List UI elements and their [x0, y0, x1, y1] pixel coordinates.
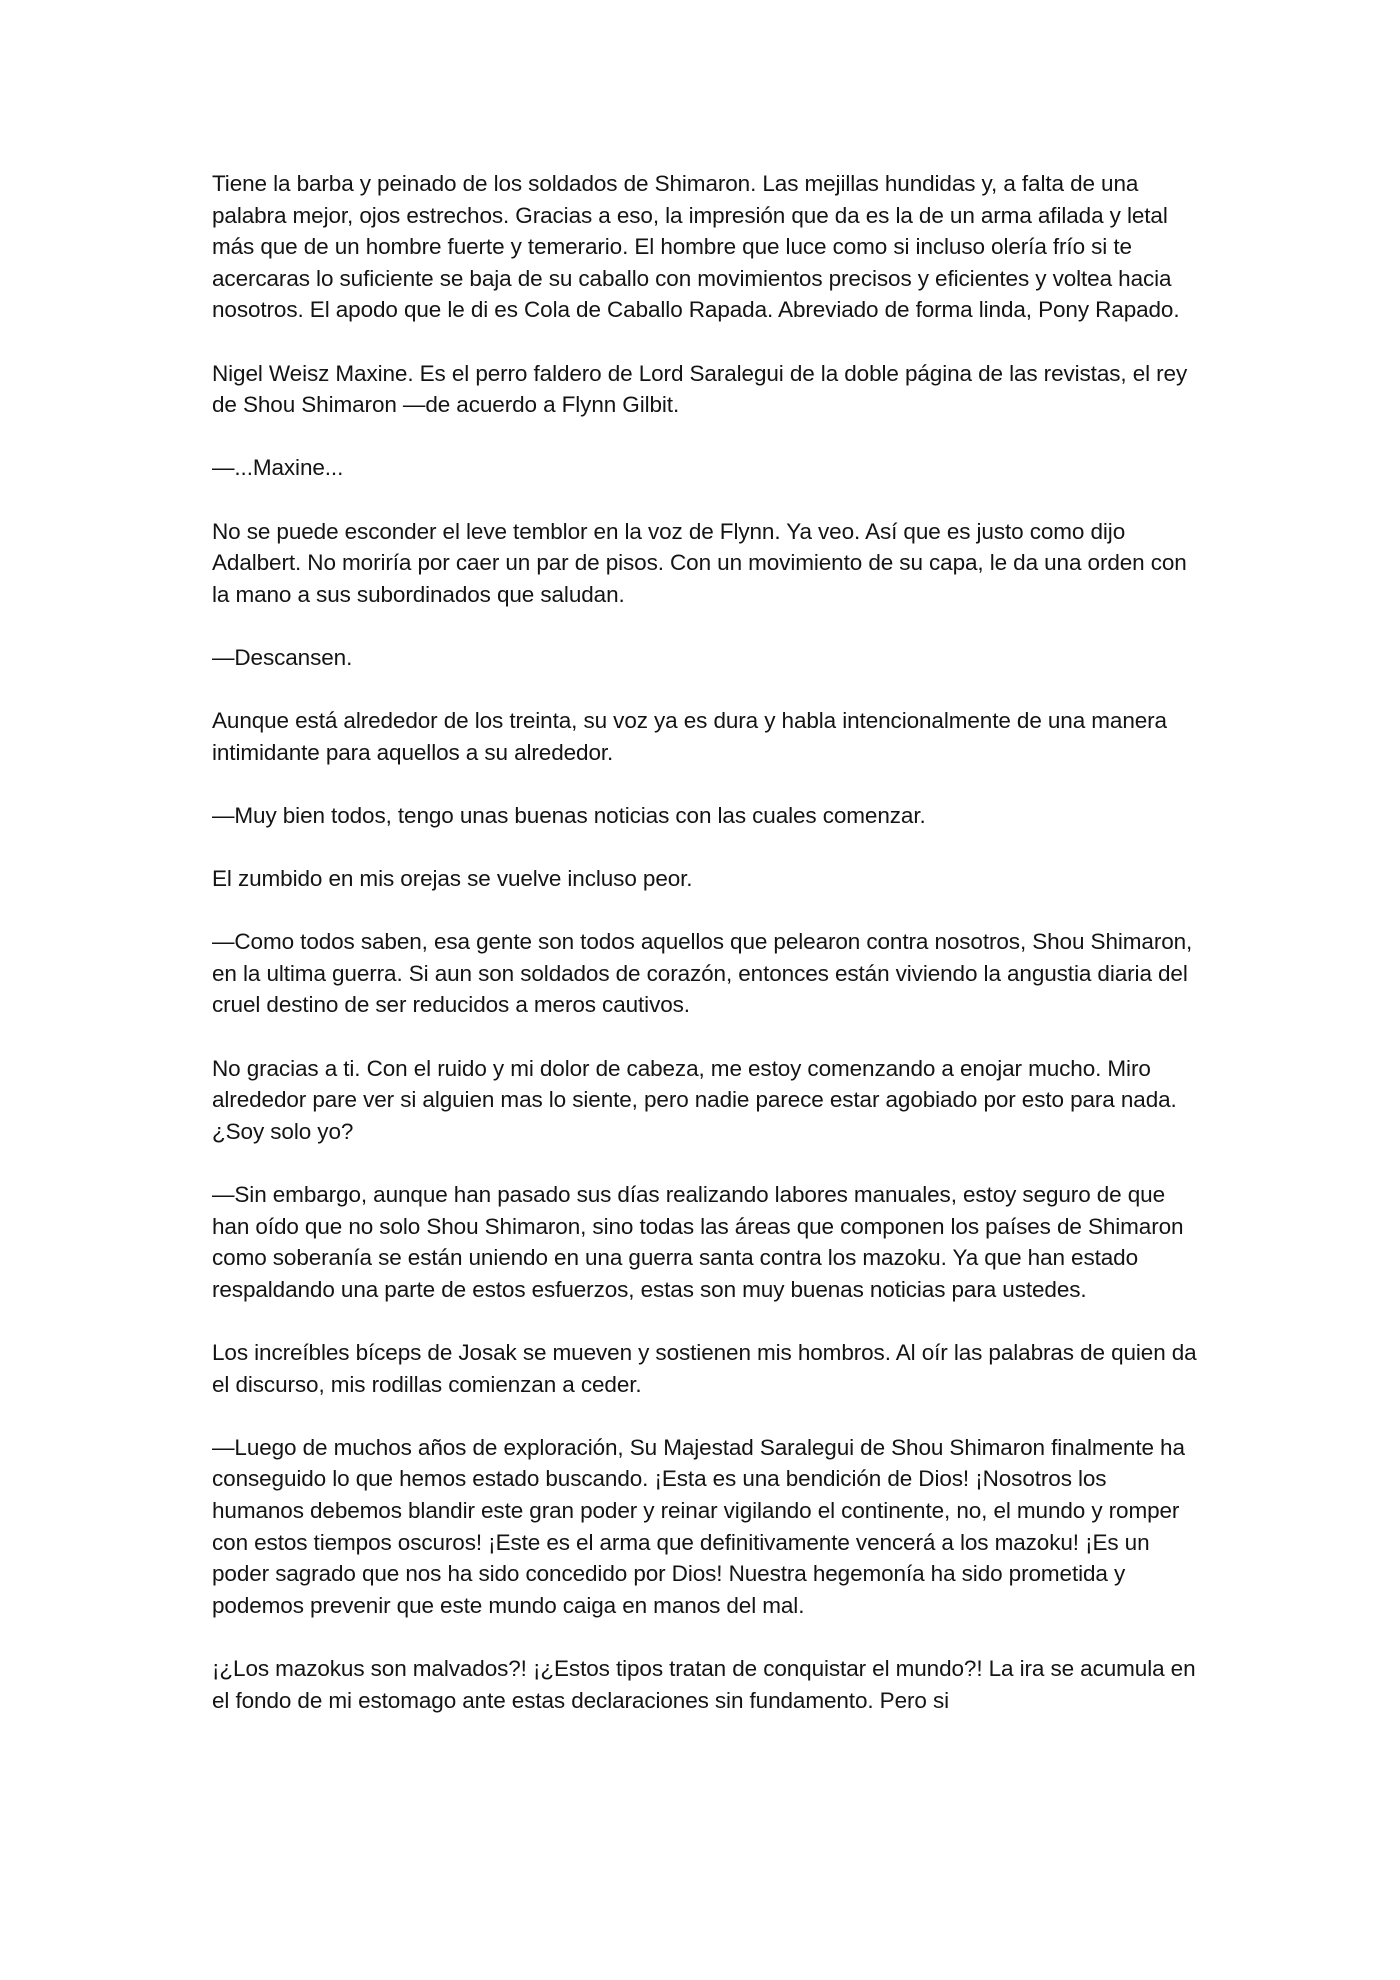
paragraph: —Descansen.: [212, 644, 353, 670]
paragraph: —...Maxine...: [212, 455, 344, 481]
paragraph: ¡¿Los mazokus son malvados?! ¡¿Estos tipos tratan de conquistar el mundo?! La ira se acumula en el fondo de mi estomago ante estas declaraciones sin fundamento. Pero si: [212, 1655, 1196, 1713]
paragraph: —Sin embargo, aunque han pasado sus días realizando labores manuales, estoy seguro de que han oído que no solo Shou Shimaron, sino todas las áreas que componen los países de Shimaron como soberanía se están uniendo en una guerra santa contra los mazoku. Ya que han estado respaldando una parte de estos esfuerzos, estas son muy buenas noticias para ustedes.: [212, 1182, 1184, 1302]
body-text: [212, 168, 1202, 1716]
paragraph: Tiene la barba y peinado de los soldados de Shimaron. Las mejillas hundidas y, a falta de una palabra mejor, ojos estrechos. Gracias a eso, la impresión que da es la de un arma afilada y letal más que de un hombre fuerte y temerario. El hombre que luce como si incluso olería frío si te acercaras lo suficiente se baja de su caballo con movimientos precisos y eficientes y voltea hacia nosotros. El apodo que le di es Cola de Caballo Rapada. Abreviado de forma linda, Pony Rapado.: [212, 171, 1180, 323]
paragraph: Nigel Weisz Maxine. Es el perro faldero de Lord Saralegui de la doble página de las revistas, el rey de Shou Shimaron —de acuerdo a Flynn Gilbit.: [212, 360, 1188, 418]
paragraph: No se puede esconder el leve temblor en la voz de Flynn. Ya veo. Así que es justo como dijo Adalbert. No moriría por caer un par de pisos. Con un movimiento de su capa, le da una orden con la mano a sus subordinados que saludan.: [212, 518, 1187, 607]
paragraph: Aunque está alrededor de los treinta, su voz ya es dura y habla intencionalmente de una manera intimidante para aquellos a su alrededor.: [212, 708, 1167, 765]
paragraph: —Muy bien todos, tengo unas buenas noticias con las cuales comenzar.: [212, 802, 926, 828]
paragraph: El zumbido en mis orejas se vuelve incluso peor.: [212, 866, 693, 892]
paragraph: Los increíbles bíceps de Josak se mueven y sostienen mis hombros. Al oír las palabras de quien da el discurso, mis rodillas comienzan a ceder.: [212, 1339, 1197, 1397]
paragraph: —Como todos saben, esa gente son todos aquellos que pelearon contra nosotros, Shou Shimaron, en la ultima guerra. Si aun son soldados de corazón, entonces están viviendo la angustia diaria del cruel destino de ser reducidos a meros cautivos.: [212, 929, 1193, 1018]
paragraph: —Luego de muchos años de exploración, Su Majestad Saralegui de Shou Shimaron finalmente ha conseguido lo que hemos estado buscando. ¡Esta es una bendición de Dios! ¡Nosotros los humanos debemos blandir este gran poder y reinar vigilando el continente, no, el mundo y romper con estos tiempos oscuros! ¡Este es el arma que definitivamente vencerá a los mazoku! ¡Es un poder sagrado que nos ha sido concedido por Dios! Nuestra hegemonía ha sido prometida y podemos prevenir que este mundo caiga en manos del mal.: [212, 1434, 1185, 1618]
paragraph: No gracias a ti. Con el ruido y mi dolor de cabeza, me estoy comenzando a enojar mucho. Miro alrededor pare ver si alguien mas lo siente, pero nadie parece estar agobiado por esto para nada. ¿Soy solo yo?: [212, 1055, 1177, 1144]
